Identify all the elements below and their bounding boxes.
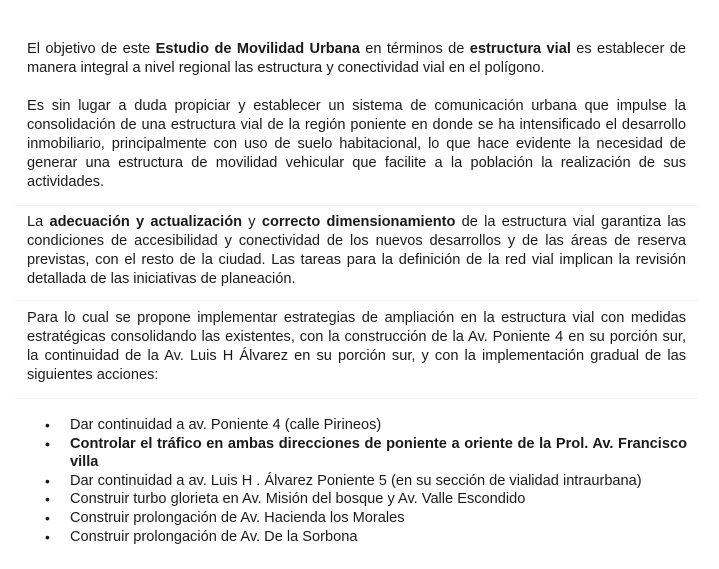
bullet-icon: • xyxy=(45,528,50,545)
sizing-term: correcto dimensionamiento xyxy=(261,214,456,230)
list-item-text: Controlar el tráfico en ambas direcciones de poniente a oriente de la Prol. Av. Francisco villa xyxy=(70,435,687,471)
adequacy-text-1: La xyxy=(27,214,50,230)
adequacy-term: adecuación y actualización xyxy=(49,214,243,230)
bullet-icon: • xyxy=(45,417,50,433)
list-item-text: Construir turbo glorieta en Av. Misión del bosque y Av. Valle Escondido xyxy=(70,491,526,508)
bleed-through-line xyxy=(15,300,699,301)
road-structure-term: estructura vial xyxy=(469,41,571,57)
adequacy-text-2: y xyxy=(242,214,262,230)
strategy-paragraph: Para lo cual se propone implementar estrategias de ampliación en la estructura vial con medidas estratégicas consolidando las existentes, con la construcción de la Av. Poniente 4 en su porción sur, la continuidad de la Av. Luis H Álvarez en su porción sur, y con la implementación gradual de las siguientes acciones: xyxy=(27,310,686,383)
list-item-text: Dar continuidad a av. Luis H . Álvarez Poniente 5 (en su sección de vialidad intraurbana) xyxy=(70,472,642,489)
objective-paragraph xyxy=(27,40,686,78)
bullet-icon: • xyxy=(45,491,50,508)
purpose-paragraph: Es sin lugar a duda propiciar y establecer un sistema de comunicación urbana que impulse la consolidación de una estructura vial de la región poniente en donde se ha intensificado el desarrollo inmobiliario, principalmente con uso de suelo habitacional, lo que hace evidente la necesidad de generar una estructura de movilidad vehicular que facilite a la población la realización de sus actividades. xyxy=(27,98,686,190)
objective-text-2: en términos de xyxy=(359,41,470,57)
study-name: Estudio de Movilidad Urbana xyxy=(155,41,360,57)
list-item-text: Dar continuidad a av. Poniente 4 (calle Pirineos) xyxy=(70,417,382,433)
adequacy-paragraph xyxy=(27,213,686,289)
list-item xyxy=(27,528,687,547)
list-item-text: Construir prolongación de Av. Hacienda los Morales xyxy=(70,509,405,526)
objective-text-1: El objetivo de este xyxy=(27,41,156,57)
objective-text-3: es establecer de manera integral a nivel regional las estructura y conectividad vial en el polígono. xyxy=(27,41,686,76)
list-item xyxy=(27,416,687,435)
actions-list xyxy=(27,416,687,546)
list-item xyxy=(27,435,687,472)
list-item xyxy=(27,509,687,528)
list-item-text: Construir prolongación de Av. De la Sorbona xyxy=(70,528,358,545)
bleed-through-line xyxy=(15,205,699,206)
bullet-icon: • xyxy=(45,472,50,489)
adequacy-text-3: de la estructura vial garantiza las condiciones de accesibilidad y conectividad de los nuevos desarrollos y de las áreas de reserva previstas, con el resto de la ciudad. Las tareas para la definición de la red vial implican la revisión detallada de las iniciativas de planeación. xyxy=(27,214,686,287)
list-item xyxy=(27,472,687,491)
list-item xyxy=(27,490,687,509)
bleed-through-line xyxy=(15,398,699,399)
bullet-icon: • xyxy=(45,435,50,452)
bullet-icon: • xyxy=(45,509,50,526)
